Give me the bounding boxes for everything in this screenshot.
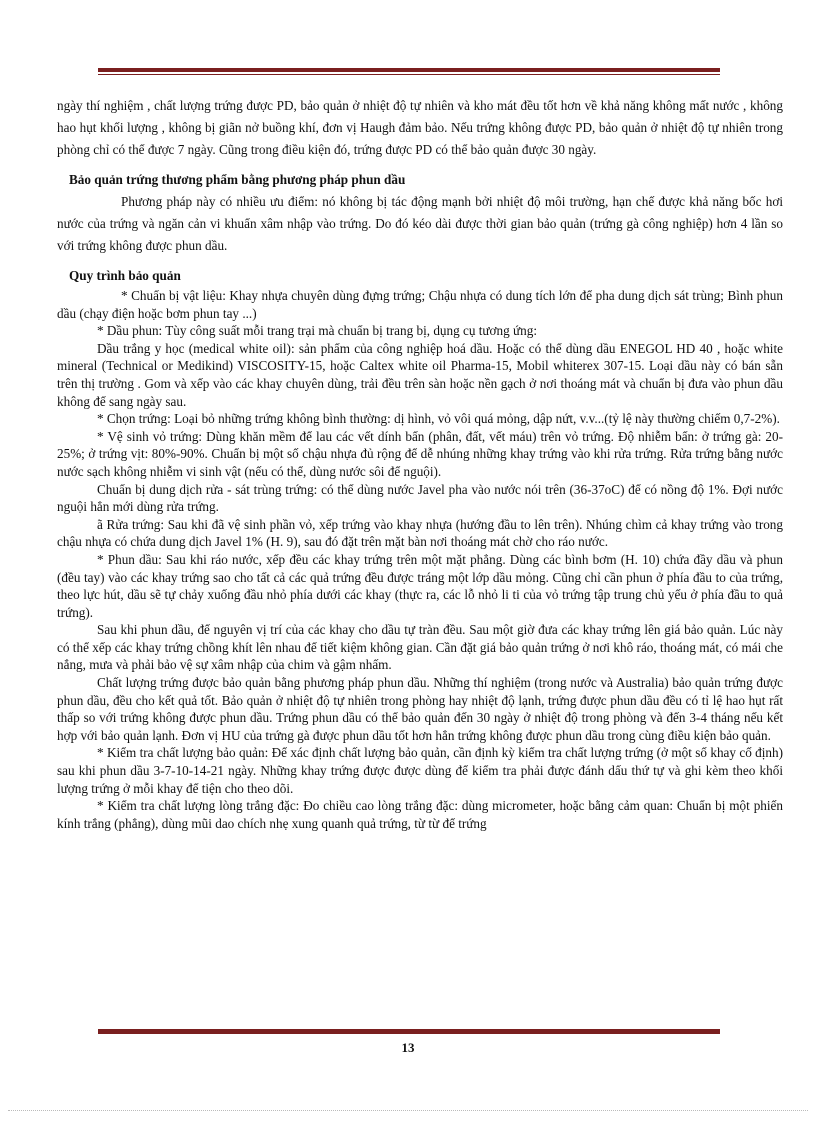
page-edge-divider [8, 1110, 808, 1111]
procedure-paragraph: * Chọn trứng: Loại bỏ những trứng không bình thường: dị hình, vỏ vôi quá mỏng, dập nứt, v.v...(tỷ lệ này thường chiếm 0,7-2%). [97, 411, 780, 427]
procedure-paragraphs [57, 287, 783, 832]
procedure-paragraph: * Dầu phun: Tùy công suất mỗi trang trại mà chuẩn bị trang bị, dụng cụ tương ứng: [97, 323, 538, 339]
procedure-paragraph: * Phun dầu: Sau khi ráo nước, xếp đều các khay trứng trên một mặt phẳng. Dùng các bình bơm (H. 10) chứa đầy dầu và phun (đều tay) vào các khay trứng sao cho tất cả các quả trứng đều được tráng một lớp dầu mỏng. Cũng chỉ cần phun ở phía đầu to của trứng, theo lực hút, dầu sẽ tự chảy xuống đầu nhỏ phía dưới các khay (thực ra, các lỗ nhỏ li ti của vỏ trứng tập trung chủ yếu ở phía đầu to quả trứng). [57, 551, 783, 620]
procedure-paragraph: Sau khi phun dầu, để nguyên vị trí của các khay cho dầu tự tràn đều. Sau một giờ đưa các khay trứng lên giá bảo quản. Lúc này có thể xếp các khay trứng chồng khít lên nhau để tiết kiệm không gian. Cần đặt giá bảo quản trứng ở nơi khô ráo, thoáng mát, có mái che nắng, mưa và phải bảo vệ sự xâm nhập của chim và gậm nhấm. [57, 622, 783, 673]
footer-rule [98, 1027, 720, 1034]
header-rule [98, 68, 720, 75]
procedure-paragraph: ã Rửa trứng: Sau khi đã vệ sinh phần vỏ, xếp trứng vào khay nhựa (hướng đầu to lên trên). Nhúng chìm cả khay trứng vào trong chậu nhựa có chứa dung dịch Javel 1% (H. 9), sau đó đặt trên mặt bàn nơi thoáng mát chờ cho ráo nước. [57, 516, 783, 550]
intro-paragraph: ngày thí nghiệm , chất lượng trứng được PD, bảo quản ở nhiệt độ tự nhiên và kho mát đều tốt hơn về khả năng không mất nước , không hao hụt khối lượng , không bị giãn nở buồng khí, đơn vị Haugh đảm bảo. Nếu trứng không được PD, bảo quản ở nhiệt độ tự nhiên trong phòng chỉ có thể được 7 ngày. Cũng trong điều kiện đó, trứng được PD có thể bảo quản được 30 ngày. [57, 98, 783, 157]
page-number: 13 [401, 1040, 415, 1055]
section-heading-oil-spray: Bảo quản trứng thương phẩm bằng phương pháp phun dầu [69, 172, 406, 187]
procedure-paragraph: * Vệ sinh vỏ trứng: Dùng khăn mềm để lau các vết dính bẩn (phân, đất, vết máu) trên vỏ trứng. Độ nhiễm bẩn: ở trứng gà: 20-25%; ở trứng vịt: 80%-90%. Chuẩn bị một số chậu nhựa đủ rộng để dễ nhúng những khay trứng vào khi rửa trứng. Rửa trứng bằng nước nước sạch không nhiễm vi sinh vật (nếu có thể, dùng nước sôi để nguội). [57, 428, 783, 479]
procedure-paragraph: Dầu trắng y học (medical white oil): sản phẩm của công nghiệp hoá dầu. Hoặc có thể dùng dầu ENEGOL HD 40 , hoặc white mineral (Technical or Medikind) VISCOSITY-15, hoặc Caltex white oil Pharma-15, Mobil whiterex 307-15. Loại dầu này có bán sẵn trên thị trường . Gom và xếp vào các khay chuyên dùng, trải đều trên sàn hoặc nền gạch ở nơi thoáng mát và chuẩn bị đưa vào phun dầu không để sang ngày sau. [57, 340, 783, 409]
section-paragraph-advantages: Phương pháp này có nhiều ưu điểm: nó không bị tác động mạnh bởi nhiệt độ môi trường, hạn chế được khả năng bốc hơi nước của trứng và ngăn cản vi khuẩn xâm nhập vào trứng. Do đó kéo dài được thời gian bảo quản (trứng gà công nghiệp) hơn 4 lần so với trứng không được phun dầu. [57, 194, 783, 253]
procedure-paragraph: * Kiểm tra chất lượng lòng trắng đặc: Đo chiều cao lòng trắng đặc: dùng micrometer, hoặc bằng cảm quan: Chuẩn bị một phiến kính trắng (phẳng), dùng mũi dao chích nhẹ xung quanh quả trứng, từ từ để trứng [57, 798, 783, 831]
procedure-paragraph: * Chuẩn bị vật liệu: Khay nhựa chuyên dùng đựng trứng; Chậu nhựa có dung tích lớn để pha dung dịch sát trùng; Bình phun dầu (chạy điện hoặc bơm phun tay ...) [57, 288, 783, 321]
procedure-paragraph: * Kiểm tra chất lượng bảo quản: Để xác định chất lượng bảo quản, cần định kỳ kiểm tra chất lượng trứng (ở một số khay cố định) sau khi phun dầu 3-7-10-14-21 ngày. Những khay trứng được được dùng để kiểm tra phải được đánh dấu thứ tự và ghi kèm theo khối lượng trứng ở mỗi khay để tiện cho theo dõi. [57, 745, 783, 796]
procedure-paragraph: Chất lượng trứng được bảo quản bằng phương pháp phun dầu. Những thí nghiệm (trong nước và Australia) bảo quản trứng được phun dầu, đều cho kết quả tốt. Bảo quản ở nhiệt độ tự nhiên trong phòng hay nhiệt độ lạnh, trứng được phun dầu đều có tỉ lệ hao hụt rất thấp so với trứng không được phun dầu. Trứng phun dầu có thể bảo quản đến 30 ngày ở nhiệt độ trong phòng và đến 3-4 tháng nếu kết hợp với bảo quản lạnh. Đơn vị HU của trứng gà được phun dầu tốt hơn hẳn trứng không được phun dầu trong cùng điều kiện bảo quản. [57, 675, 783, 743]
procedure-paragraph: Chuẩn bị dung dịch rửa - sát trùng trứng: có thể dùng nước Javel pha vào nước nói trên (36-37oC) để có nồng độ 1%. Đợi nước nguội hẳn mới dùng rửa trứng. [57, 481, 783, 515]
section-heading-procedure: Quy trình bảo quản [69, 268, 181, 283]
page-body [57, 95, 783, 832]
